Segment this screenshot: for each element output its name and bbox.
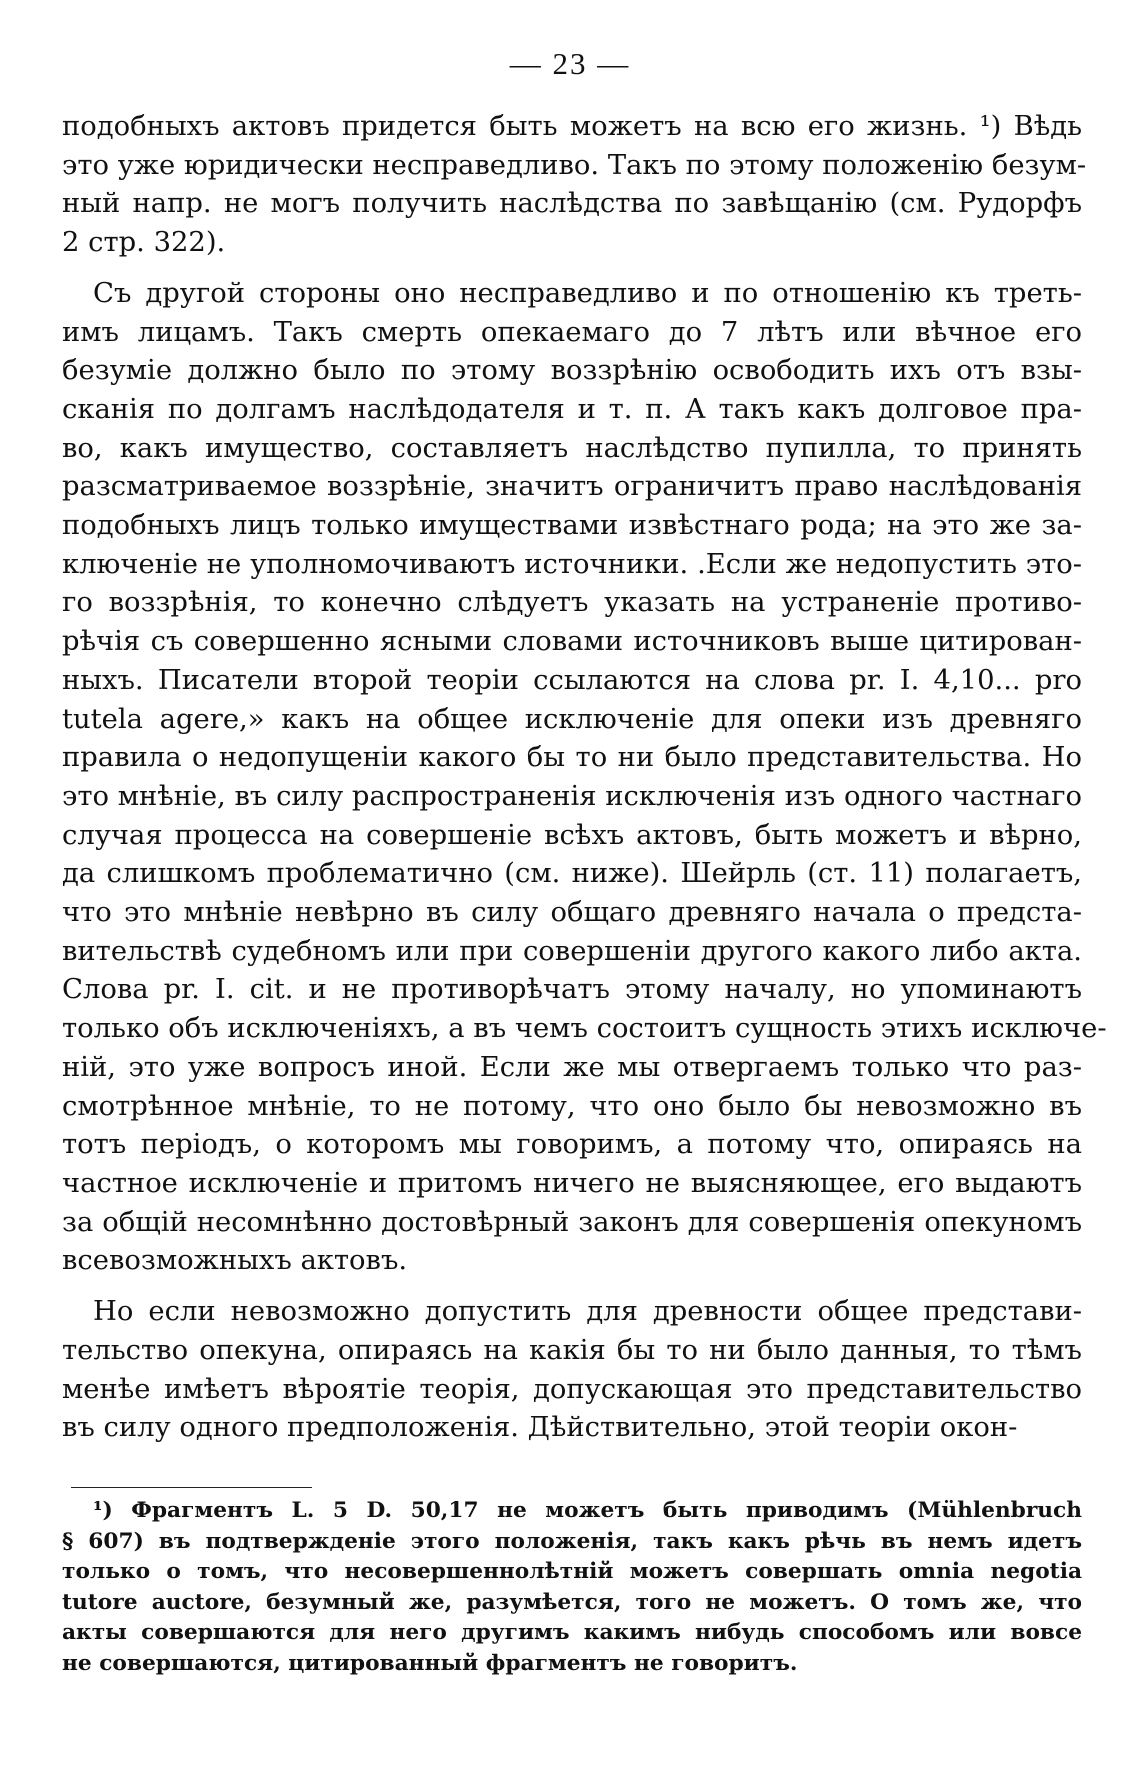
text-line: за общій несомнѣнно достовѣрный законъ для совершенія опекуномъ (62, 1206, 1082, 1238)
text-line: всевозможныхъ актовъ. (62, 1245, 408, 1277)
text-line: Съ другой стороны оно несправедливо и по отношенію къ треть- (93, 277, 1082, 309)
text-line: ній, это уже вопросъ иной. Если же мы отвергаемъ только что раз- (62, 1051, 1082, 1083)
paragraph (62, 275, 1107, 1281)
text-line: разсматриваемое воззрѣніе, значитъ ограничитъ право наслѣдованія (62, 471, 1082, 503)
footnote-line: § 607) въ подтвержденіе этого положенія, такъ какъ рѣчь въ немъ идетъ (62, 1528, 1082, 1554)
text-line: тельство опекуна, опираясь на какія бы то ни было данныя, то тѣмъ (62, 1334, 1082, 1366)
text-line: Слова pr. I. cit. и не противорѣчатъ этому началу, но упоминаютъ (62, 974, 1082, 1006)
text-line: частное исключеніе и притомъ ничего не выясняющее, его выдаютъ (62, 1167, 1082, 1199)
text-line: что это мнѣніе невѣрно въ силу общаго древняго начала о предста- (62, 897, 1082, 929)
text-line: подобныхъ актовъ придется быть можетъ на всю его жизнь. ¹) Вѣдь (62, 111, 1082, 142)
text-line: во, какъ имущество, составляетъ наслѣдство пупилла, то принять (62, 432, 1082, 464)
text-line: подобныхъ лицъ только имуществами извѣстнаго рода; на это же за- (62, 510, 1082, 542)
text-line: имъ лицамъ. Такъ смерть опекаемаго до 7 лѣтъ или вѣчное его (62, 316, 1082, 348)
text-line: 2 стр. 322). (62, 227, 226, 259)
text-line: Но если невозможно допустить для древности общее представи- (93, 1296, 1082, 1328)
footnotes (62, 1496, 1082, 1679)
paragraph (62, 108, 1087, 263)
text-line: tutela agere,» какъ на общее исключеніе для опеки изъ древняго (62, 703, 1082, 735)
text-line: только объ исключеніяхъ, а въ чемъ состоитъ сущность этихъ исключе- (62, 1013, 1107, 1045)
text-line: вительствѣ судебномъ или при совершеніи другого какого либо акта. (62, 935, 1082, 967)
text-line: это мнѣніе, въ силу распространенія исключенія изъ одного частнаго (62, 780, 1082, 812)
paragraph-gap (62, 1281, 1082, 1293)
text-line: да слишкомъ проблематично (см. ниже). Шейрль (ст. 11) полагаетъ, (62, 858, 1082, 890)
footnote-line: tutore auctore, безумный же, разумѣется, того не можетъ. О томъ же, что (62, 1589, 1082, 1615)
text-line: ключеніе не уполномочиваютъ источники. .Если же недопустить это- (62, 548, 1082, 580)
footnote (62, 1496, 1082, 1679)
text-line: рѣчія съ совершенно ясными словами источниковъ выше цитирован- (62, 626, 1082, 658)
footnote-divider (71, 1487, 312, 1488)
text-line: ный напр. не могъ получить наслѣдства по завѣщанію (см. Рудорфъ (62, 188, 1082, 220)
text-line: правила о недопущеніи какого бы то ни было представительства. Но (62, 742, 1082, 774)
footnote-line: ¹) Фрагментъ L. 5 D. 50,17 не можетъ быть приводимъ (Mühlenbruch (93, 1498, 1082, 1523)
body-text (62, 108, 1107, 1448)
footnote-line: не совершаются, цитированный фрагментъ не говоритъ. (62, 1650, 798, 1676)
footnote-line: только о томъ, что несовершеннолѣтній можетъ совершать omnia negotia (62, 1559, 1082, 1584)
text-line: это уже юридически несправедливо. Такъ по этому положенію безум- (62, 149, 1087, 181)
footnote-line: акты совершаются для него другимъ какимъ нибудь способомъ или вовсе (62, 1620, 1082, 1645)
paragraph-gap (62, 263, 1082, 275)
page-number: — 23 — (509, 46, 631, 81)
text-line: безуміе должно было по этому воззрѣнію освободить ихъ отъ взы- (62, 355, 1082, 387)
text-line: сканія по долгамъ наслѣдодателя и т. п. А такъ какъ долговое пра- (62, 393, 1082, 425)
text-line: менѣе имѣетъ вѣроятіе теорія, допускающая это представительство (62, 1373, 1082, 1405)
text-line: случая процесса на совершеніе всѣхъ актовъ, быть можетъ и вѣрно, (62, 819, 1082, 851)
text-line: ныхъ. Писатели второй теоріи ссылаются на слова pr. I. 4,10... pro (62, 664, 1082, 696)
paragraph (62, 1293, 1082, 1448)
text-line: тотъ періодъ, о которомъ мы говоримъ, а потому что, опираясь на (62, 1129, 1082, 1161)
text-line: го воззрѣнія, то конечно слѣдуетъ указать на устраненіе противо- (62, 587, 1082, 619)
text-line: въ силу одного предположенія. Дѣйствительно, этой теоріи окон- (62, 1412, 1018, 1444)
text-line: смотрѣнное мнѣніе, то не потому, что оно было бы невозможно въ (62, 1090, 1082, 1122)
